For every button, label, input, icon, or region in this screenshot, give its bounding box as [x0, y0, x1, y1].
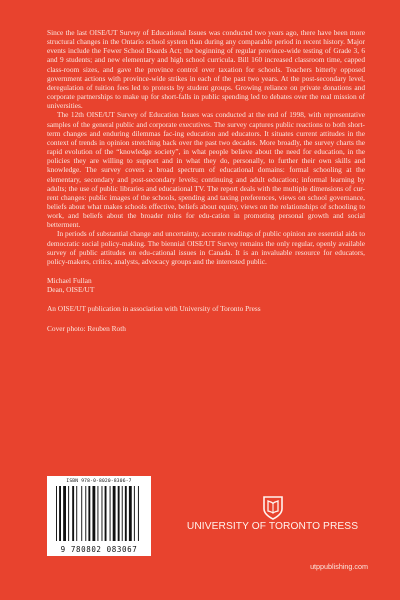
paragraph-intro: Since the last OISE/UT Survey of Educational Issues was conducted two years ago, there have been more structural changes in the Ontario school system than during any comparable period in recent history. Major events include the Fewer School Boards Act; the beginning of regular province-wide testing of Grade 3, 6 and 9 students; and new elementary and high school curricula. Bill 160 increased classroom time, capped class-room sizes, and gave the province control over taxation for schools. Teachers bitterly opposed government actions with province-wide strikes in each of the past two years. At the post-secondary level, deregulation of tuition fees led to protests by student groups. Growing reliance on private donations and corporate partnerships to make up for short-falls in public spending led to debates over the real mission of universities. [47, 28, 365, 111]
publisher-name: UNIVERSITY OF TORONTO PRESS [186, 521, 359, 532]
barcode [47, 476, 151, 556]
signature-name: Michael Fullan [47, 276, 92, 286]
publisher-url: utppublishing.com [310, 562, 368, 571]
barcode-digits: 9 780802 083067 [60, 545, 138, 554]
publication-note: An OISE/UT publication in association with University of Toronto Press [47, 304, 261, 314]
back-cover-text [47, 28, 365, 333]
signature-title: Dean, OISE/UT [47, 285, 95, 295]
utp-shield-logo-icon [262, 496, 284, 520]
paragraph-survey: The 12th OISE/UT Survey of Education Issues was conducted at the end of 1998, with representative samples of the general public and corporate executives. The survey captures public reactions to both short-term changes and enduring dilemmas fac-ing education and educators. It situates current attitudes in the context of trends in opinion stretching back over the past two decades. More broadly, the survey charts the rapid evolution of the “knowledge society”, in what people believe about the need for education, in the policies they are willing to support and in what they do, personally, to further their own skills and knowledge. The survey covers a broad spectrum of educational domains: formal schooling at the elementary, secondary and post-secondary levels; continuing and adult education; informal learning by adults; the use of public libraries and educational TV. The report deals with the multiple dimensions of cur-rent changes: public images of the schools, spending and taxing preferences, views on school governance, beliefs about what makes schools effective, beliefs about equity, views on the relationships of schooling to work, and beliefs about the broader roles for edu-cation in promoting personal growth and social betterment. [47, 110, 365, 230]
barcode-bars [56, 486, 142, 541]
cover-photo-credit: Cover photo: Reuben Roth [47, 323, 126, 333]
isbn-label: ISBN 978-0-8020-8306-7 [66, 479, 132, 484]
paragraph-conclusion: In periods of substantial change and uncertainty, accurate readings of public opinion are essential aids to democratic social policy-making. The biennial OISE/UT Survey remains the only regular, openly available survey of public attitudes on edu-cational issues in Canada. It is an invaluable resource for educators, policy-makers, critics, analysts, advocacy groups and the interested public. [47, 229, 365, 266]
